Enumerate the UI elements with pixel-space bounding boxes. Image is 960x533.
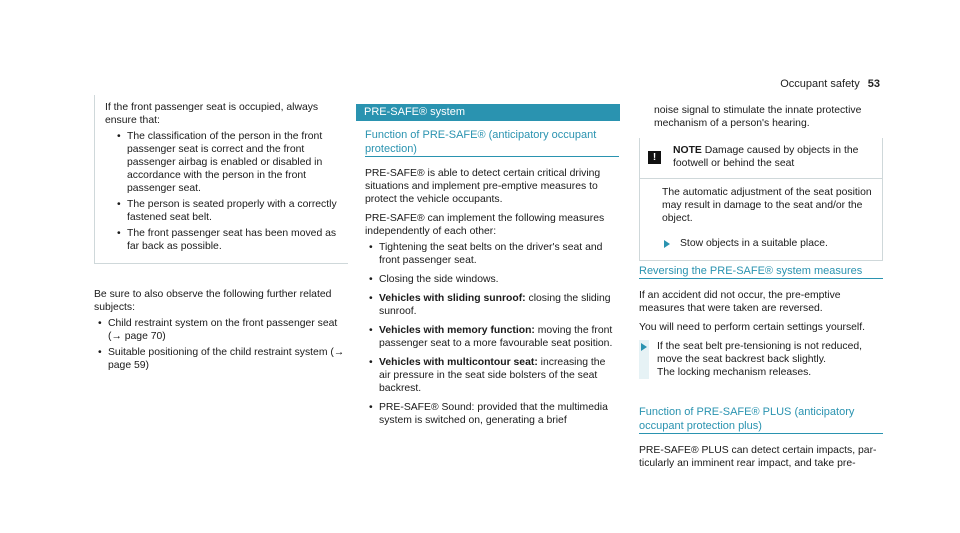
note-action [662, 237, 874, 250]
note-body-wrap [640, 179, 882, 260]
list-item-text: PRE-SAFE® Sound: provided that the multimedia system is switched on, generating a brief [379, 402, 608, 426]
related-subjects [94, 288, 348, 372]
related-link-child-positioning[interactable]: • Suitable positioning of the child restraint system (→ page 59) [94, 346, 348, 372]
list-item-text: increasing the air pressure in the seat side bolsters of the seat backrest. [379, 357, 606, 394]
note-title: Damage caused by objects in the footwell or behind the seat [673, 145, 859, 169]
step-text: If the seat belt pre-tensioning is not reduced, move the seat backrest back slightly. [657, 341, 863, 365]
paragraph: If an accident did not occur, the pre-emptive measures that were taken are reversed. [639, 290, 841, 314]
list-item [365, 292, 619, 318]
list-item-text: Tightening the seat belts on the driver's seat and front passenger seat. [379, 242, 603, 266]
list-item-bold: Vehicles with memory function: [379, 325, 535, 336]
sub-heading-plus: Function of PRE-SAFE® PLUS (anticipatory occupant protection plus) [639, 405, 883, 434]
section-title: Occupant safety [780, 78, 860, 90]
note-box [639, 138, 883, 261]
col2-content [365, 128, 619, 427]
list-item-bold: Vehicles with sliding sunroof: [379, 293, 526, 304]
col3-content [639, 264, 883, 470]
list-item: • The front passenger seat has been moved as far back as possible. [113, 227, 348, 253]
list-item [365, 273, 619, 286]
warning-icon: ! [648, 151, 661, 164]
list-item-text: moving the front passenger seat to a more favourable seat position. [379, 325, 613, 349]
list-item [365, 241, 619, 267]
sub-heading-reversing: Reversing the PRE-SAFE® system measures [639, 264, 883, 279]
front-passenger-box [94, 95, 348, 264]
instruction-step [639, 340, 883, 379]
related-link-child-restraint[interactable]: • Child restraint system on the front passenger seat (→ page 70) [94, 317, 348, 343]
action-arrow-icon [664, 240, 670, 248]
note-body: The automatic adjustment of the seat position may result in damage to the seat and/or the object. [662, 187, 872, 224]
page-number: 53 [867, 78, 880, 90]
continued-text: noise signal to stimulate the innate protective mechanism of a person's hearing. [654, 105, 862, 129]
related-intro: Be sure to also observe the following further related subjects: [94, 289, 332, 313]
action-arrow-icon [641, 343, 647, 351]
note-action-text: Stow objects in a suitable place. [680, 238, 828, 249]
list-item [365, 356, 619, 395]
list-item: • The person is seated properly with a correctly fastened seat belt. [113, 198, 348, 224]
page-header [780, 78, 880, 91]
list-item [365, 401, 619, 427]
box-intro: If the front passenger seat is occupied, always ensure that: [105, 102, 319, 126]
list-item: • The classification of the person in the front passenger seat is correct and the front passenger airbag is enabled or disabled in accordance with the person in the front passenger seat. [113, 130, 348, 195]
list-item [365, 324, 619, 350]
paragraph: PRE-SAFE® PLUS can detect certain impacts, particularly an imminent rear impact, and take pre- [639, 445, 877, 469]
bar-title-text: PRE-SAFE® system [364, 106, 466, 118]
step-result: The locking mechanism releases. [657, 367, 812, 378]
list-item-text: closing the sliding sunroof. [379, 293, 611, 317]
paragraph: You will need to perform certain settings yourself. [639, 322, 866, 333]
list-item-bold: Vehicles with multicontour seat: [379, 357, 538, 368]
sub-heading: Function of PRE-SAFE® (anticipatory occupant protection) [365, 128, 619, 157]
paragraph: PRE-SAFE® can implement the following measures independently of each other: [365, 213, 605, 237]
list-item-text: Closing the side windows. [379, 274, 499, 285]
note-header [640, 138, 882, 179]
paragraph: PRE-SAFE® is able to detect certain critical driving situations and implement pre-emptive measures to protect the vehicle occupants. [365, 168, 601, 205]
note-heading [673, 144, 882, 170]
note-label: NOTE [673, 145, 702, 156]
section-bar-title [356, 104, 620, 121]
